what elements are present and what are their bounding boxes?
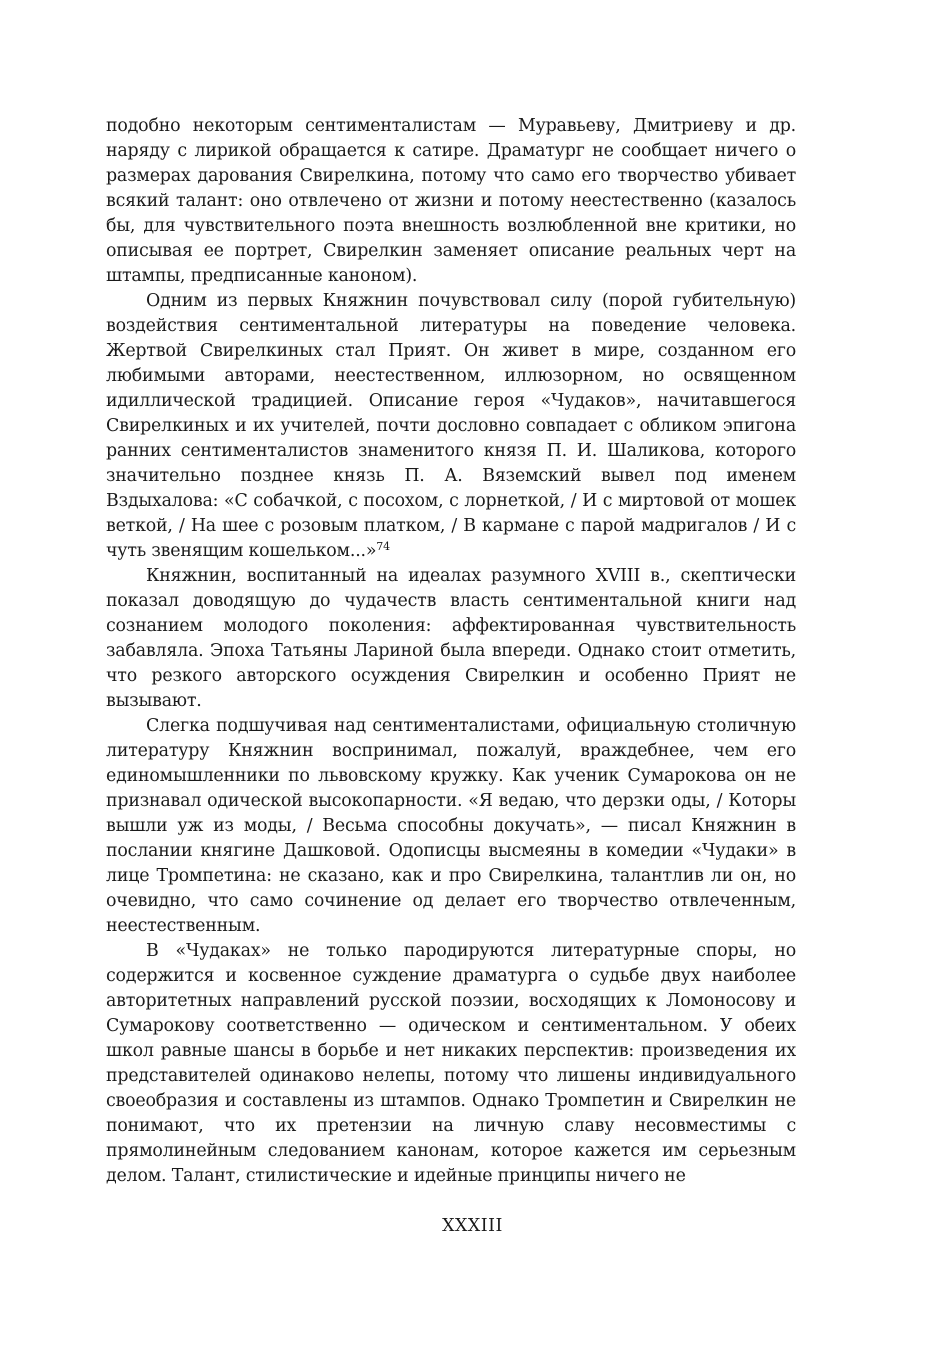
page-number: XXXIII <box>442 1216 503 1236</box>
paragraph-1: подобно некоторым сентименталистам — Муравьеву, Дмитриеву и др. наряду с лирикой обращается к сатире. Драматург не сообщает ничего о размерах дарования Свирелкина, потому что само его творчество убивает всякий талант: оно отвлечено от жизни и потому неестественно (казалось бы, для чувствительного поэта внешность возлюбленной вне критики, но описывая ее портрет, Свирелкин заменяет описание реальных черт на штампы, предписанные каноном). <box>106 116 796 286</box>
paragraph-2-text: Одним из первых Княжнин почувствовал силу (порой губительную) воздействия сентиментальной литературы на поведение человека. Жертвой Свирелкиных стал Прият. Он живет в мире, созданном его любимыми авторами, неестественном, иллюзорном, но освященном идиллической традицией. Описание героя «Чудаков», начитавшегося Свирелкиных и их учителей, почти дословно совпадает с обликом эпигона ранних сентименталистов знаменитого князя П. И. Шаликова, которого значительно позднее князь П. А. Вяземский вывел под именем Вздыхалова: «С собачкой, с посохом, с лорнеткой, / И с миртовой от мошек веткой, / На шее с розовым платком, / В кармане с парой мадригалов / И с чуть звенящим кошельком...» <box>106 291 796 561</box>
paragraph-5: В «Чудаках» не только пародируются литературные споры, но содержится и косвенное суждение драматурга о судьбе двух наиболее авторитетных направлений русской поэзии, восходящих к Ломоносову и Сумарокову соответственно — одическом и сентиментальном. У обеих школ равные шансы в борьбе и нет никаких перспектив: произведения их представителей одинаково нелепы, потому что лишены индивидуального своеобразия и составлены из штампов. Однако Тромпетин и Свирелкин не понимают, что их претензии на личную славу несовместимы с прямолинейным следованием канонам, которое кажется им серьезным делом. Талант, стилистические и идейные принципы ничего не <box>106 941 796 1186</box>
paragraph-4: Слегка подшучивая над сентименталистами, официальную столичную литературу Княжнин воспринимал, пожалуй, враждебнее, чем его единомышленники по львовскому кружку. Как ученик Сумарокова он не признавал одической высокопарности. «Я ведаю, что дерзки оды, / Которы вышли уж из моды, / Весьма способны докучать», — писал Княжнин в послании княгине Дашковой. Одописцы высмеяны в комедии «Чудаки» в лице Тромпетина: не сказано, как и про Свирелкина, талантлив ли он, но очевидно, что само сочинение од делает его творчество отвлеченным, неестественным. <box>106 716 796 936</box>
footnote-marker: 74 <box>376 540 390 553</box>
body-text <box>106 114 796 1189</box>
paragraph-2 <box>106 289 796 564</box>
paragraph-3: Княжнин, воспитанный на идеалах разумного XVIII в., скептически показал доводящую до чудачеств власть сентиментальной книги над сознанием молодого поколения: аффектированная чувствительность забавляла. Эпоха Татьяны Лариной была впереди. Однако стоит отметить, что резкого авторского осуждения Свирелкин и особенно Прият не вызывают. <box>106 566 796 711</box>
